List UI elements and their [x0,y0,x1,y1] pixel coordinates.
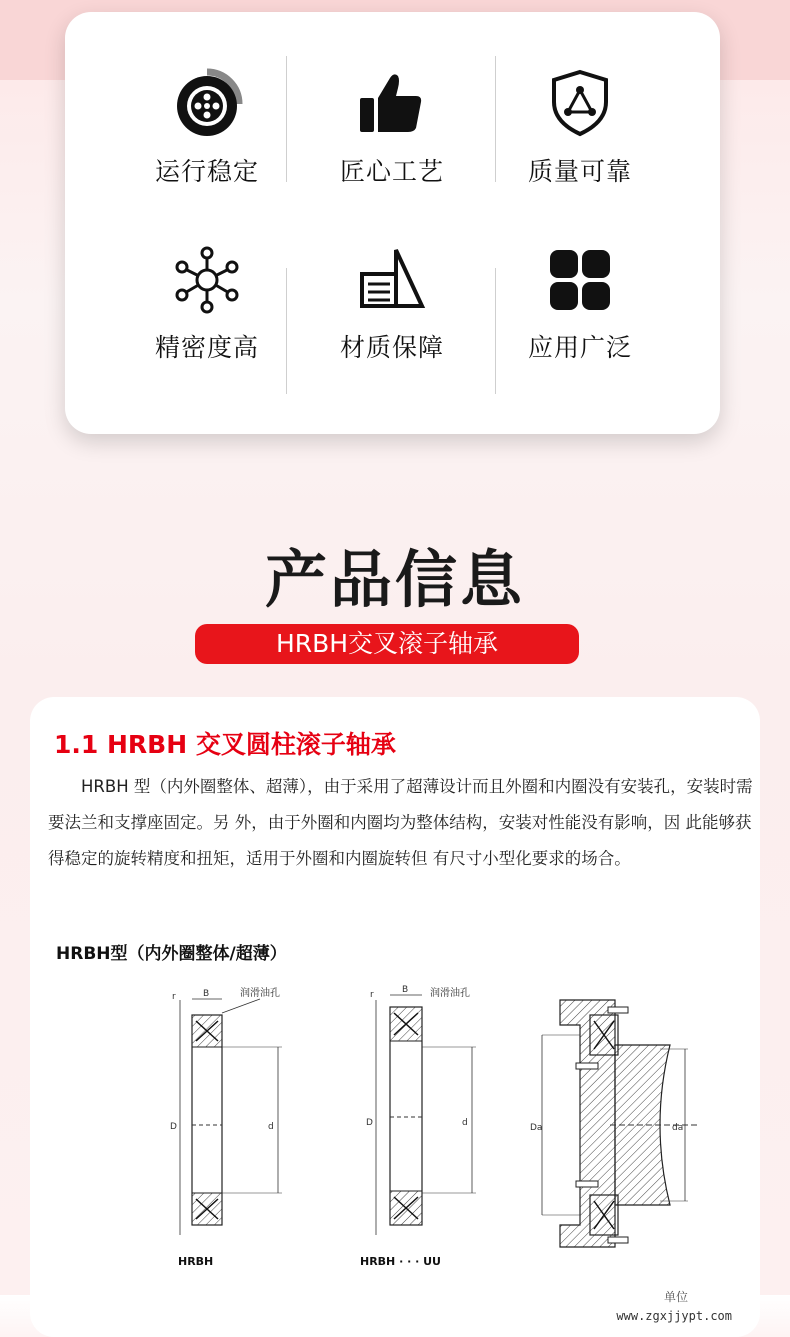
shield-icon [544,68,616,140]
feature-label: 匠心工艺 [339,157,444,186]
label-d-inner: d [268,1122,274,1132]
feature-label: 精密度高 [154,333,259,362]
feature-item-craft [292,68,492,188]
network-nodes-icon [171,244,243,316]
section-title: 产品信息 [264,543,525,616]
layers-triangle-icon [356,244,428,316]
feature-item-quality [480,68,680,188]
label-r: r [370,990,374,1000]
feature-card [65,12,720,434]
thumbs-up-icon [356,68,428,140]
cut-off-text: 单位 [664,1290,689,1304]
label-d-inner: d [462,1118,468,1128]
drawing-hrbh-uu [360,985,476,1268]
label-b: B [402,985,409,995]
feature-item-application [480,244,680,364]
four-squares-icon [544,244,616,316]
label-oil-hole: 润滑油孔 [240,988,280,999]
model-label-hrbh-uu: HRBH · · · UU [360,1255,441,1268]
feature-item-precision [107,244,307,364]
label-da-outer: Da [530,1123,543,1133]
drawing-installation [530,1000,700,1247]
gear-wheel-icon [171,68,243,140]
product-info-card [30,697,760,1337]
label-oil-hole: 润滑油孔 [430,988,470,999]
label-d-outer: D [366,1118,373,1128]
info-paragraph: HRBH 型（内外圈整体、超薄），由于采用了超薄设计而且外圈和内圈没有安装孔，安装时需要法兰和支撑座固定。另 外，由于外圈和内圈均为整体结构，安装对性能没有影响，因 此能够获得稳定的旋转精度和扭矩，适用于外圈和内圈旋转但 有尺寸小型化要求的场合。 [48,777,753,868]
drawing-hrbh [170,986,282,1268]
label-da-inner: da [672,1123,684,1133]
label-b: B [203,989,210,999]
feature-label: 质量可靠 [527,157,632,186]
model-label-hrbh: HRBH [178,1255,214,1268]
feature-label: 材质保障 [339,333,444,362]
label-r: r [172,992,176,1002]
watermark: www.zgxjjypt.com [616,1309,732,1323]
feature-item-stable [107,68,307,188]
feature-label: 应用广泛 [527,333,632,362]
feature-item-material [292,244,492,364]
label-d-outer: D [170,1122,177,1132]
product-ribbon: HRBH交叉滚子轴承 [195,624,579,664]
diagram-heading: HRBH型（内外圈整体/超薄） [56,944,287,964]
feature-label: 运行稳定 [154,157,259,186]
info-heading: 1.1 HRBH 交叉圆柱滚子轴承 [54,730,396,759]
bearing-diagram [140,985,700,1285]
